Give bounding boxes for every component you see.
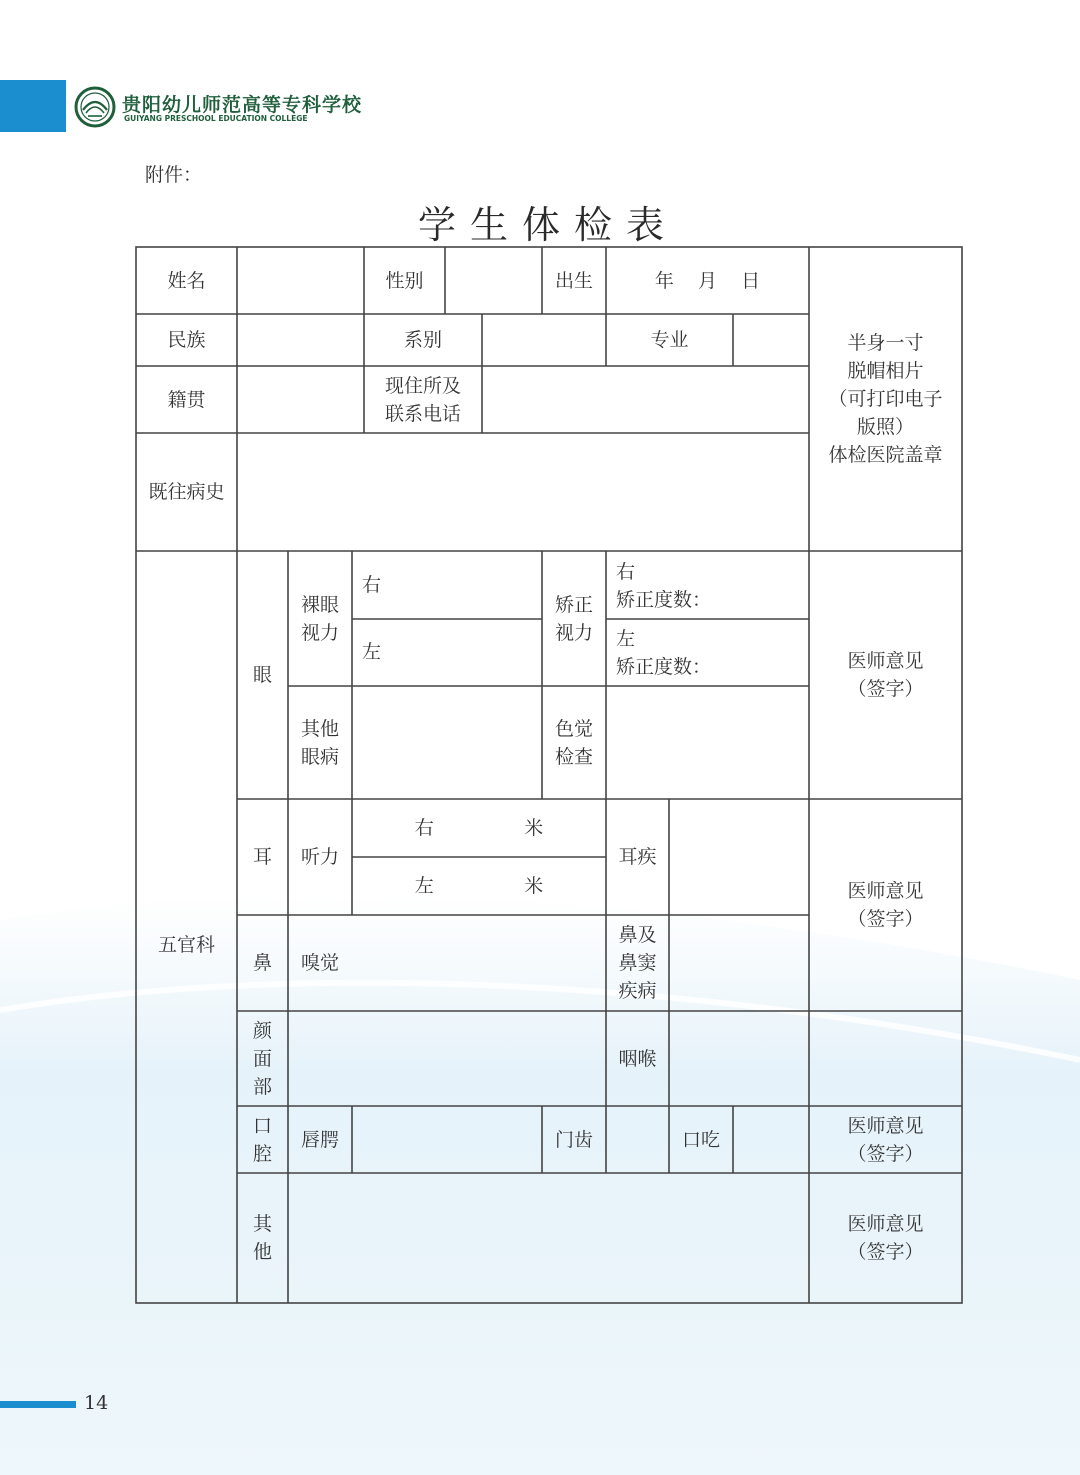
label-ear: 耳 <box>252 846 272 868</box>
label-medical-history: 既往病史 <box>148 481 225 503</box>
label-ethnicity: 民族 <box>167 329 206 351</box>
major-field[interactable] <box>733 314 809 366</box>
label-native-place: 籍贯 <box>167 388 206 411</box>
label-other: 其 他 <box>252 1213 272 1263</box>
face-field[interactable] <box>288 1011 606 1106</box>
label-mouth: 口 腔 <box>252 1114 272 1165</box>
attachment-label: 附件： <box>145 164 203 186</box>
photo-box: 半身一寸 脱帽相片 （可打印电子 版照） 体检医院盖章 <box>828 332 943 466</box>
label-eye: 眼 <box>252 664 272 686</box>
smell-field[interactable] <box>352 915 606 1011</box>
native-place-field[interactable] <box>237 366 364 433</box>
label-nose-sinus: 鼻及 鼻窦 疾病 <box>618 924 657 1002</box>
ear-disease-field[interactable] <box>669 799 809 915</box>
label-smell: 嗅觉 <box>300 952 339 974</box>
label-face: 颜 面 部 <box>252 1019 272 1098</box>
label-ent-section: 五官科 <box>157 934 215 956</box>
front-teeth-field[interactable] <box>606 1106 669 1173</box>
birth-date-field[interactable]: 年 月 日 <box>654 269 761 292</box>
lip-palate-field[interactable] <box>352 1106 542 1173</box>
label-corrected-vision: 矫正 视力 <box>554 593 593 644</box>
label-nose: 鼻 <box>252 952 272 974</box>
address-phone-field[interactable] <box>482 366 809 433</box>
label-major: 专业 <box>650 329 689 351</box>
name-field[interactable] <box>237 247 364 314</box>
medical-history-field[interactable] <box>237 433 809 551</box>
doctor-opinion-mouth: 医师意见 （签字） <box>847 1114 924 1165</box>
label-color-vision: 色觉 检查 <box>554 717 593 768</box>
label-gender: 性别 <box>385 269 424 292</box>
other-field[interactable] <box>288 1173 809 1303</box>
ethnicity-field[interactable] <box>237 314 364 366</box>
label-front-teeth: 门齿 <box>554 1128 593 1151</box>
naked-vision-left[interactable]: 左 <box>362 641 382 663</box>
label-ear-disease: 耳疾 <box>618 846 657 868</box>
nose-sinus-field[interactable] <box>669 915 809 1011</box>
label-naked-vision: 裸眼 视力 <box>300 593 339 644</box>
doctor-opinion-eye: 医师意见 （签字） <box>847 650 924 700</box>
page-number: 14 <box>84 1392 109 1414</box>
throat-field[interactable] <box>669 1011 962 1106</box>
school-name-en: GUIYANG PRESCHOOL EDUCATION COLLEGE <box>124 114 308 123</box>
hearing-right[interactable]: 右 米 <box>414 817 544 839</box>
stutter-field[interactable] <box>733 1106 809 1173</box>
other-eye-disease-field[interactable] <box>352 686 542 799</box>
hearing-left[interactable]: 左 米 <box>414 875 544 897</box>
label-throat: 咽喉 <box>618 1047 657 1070</box>
color-vision-field[interactable] <box>606 686 809 799</box>
label-name: 姓名 <box>167 269 206 292</box>
label-other-eye-disease: 其他 眼病 <box>300 717 339 768</box>
naked-vision-right[interactable]: 右 <box>362 574 382 596</box>
label-hearing: 听力 <box>300 846 339 868</box>
label-stutter: 口吃 <box>681 1128 720 1151</box>
label-address-phone: 现住所及 联系电话 <box>384 374 461 425</box>
gender-field[interactable] <box>445 247 542 314</box>
form-title: 学生体检表 <box>417 203 678 247</box>
label-birth: 出生 <box>554 269 593 292</box>
doctor-opinion-ear-nose: 医师意见 （签字） <box>847 880 924 930</box>
corrected-left[interactable]: 左 矫正度数： <box>616 628 712 678</box>
label-lip-palate: 唇腭 <box>300 1128 339 1151</box>
doctor-opinion-other: 医师意见 （签字） <box>847 1213 924 1263</box>
corrected-right[interactable]: 右 矫正度数： <box>616 561 712 611</box>
department-field[interactable] <box>482 314 606 366</box>
label-department: 系别 <box>403 329 442 351</box>
school-name-cn: 贵阳幼儿师范高等专科学校 <box>122 94 363 116</box>
